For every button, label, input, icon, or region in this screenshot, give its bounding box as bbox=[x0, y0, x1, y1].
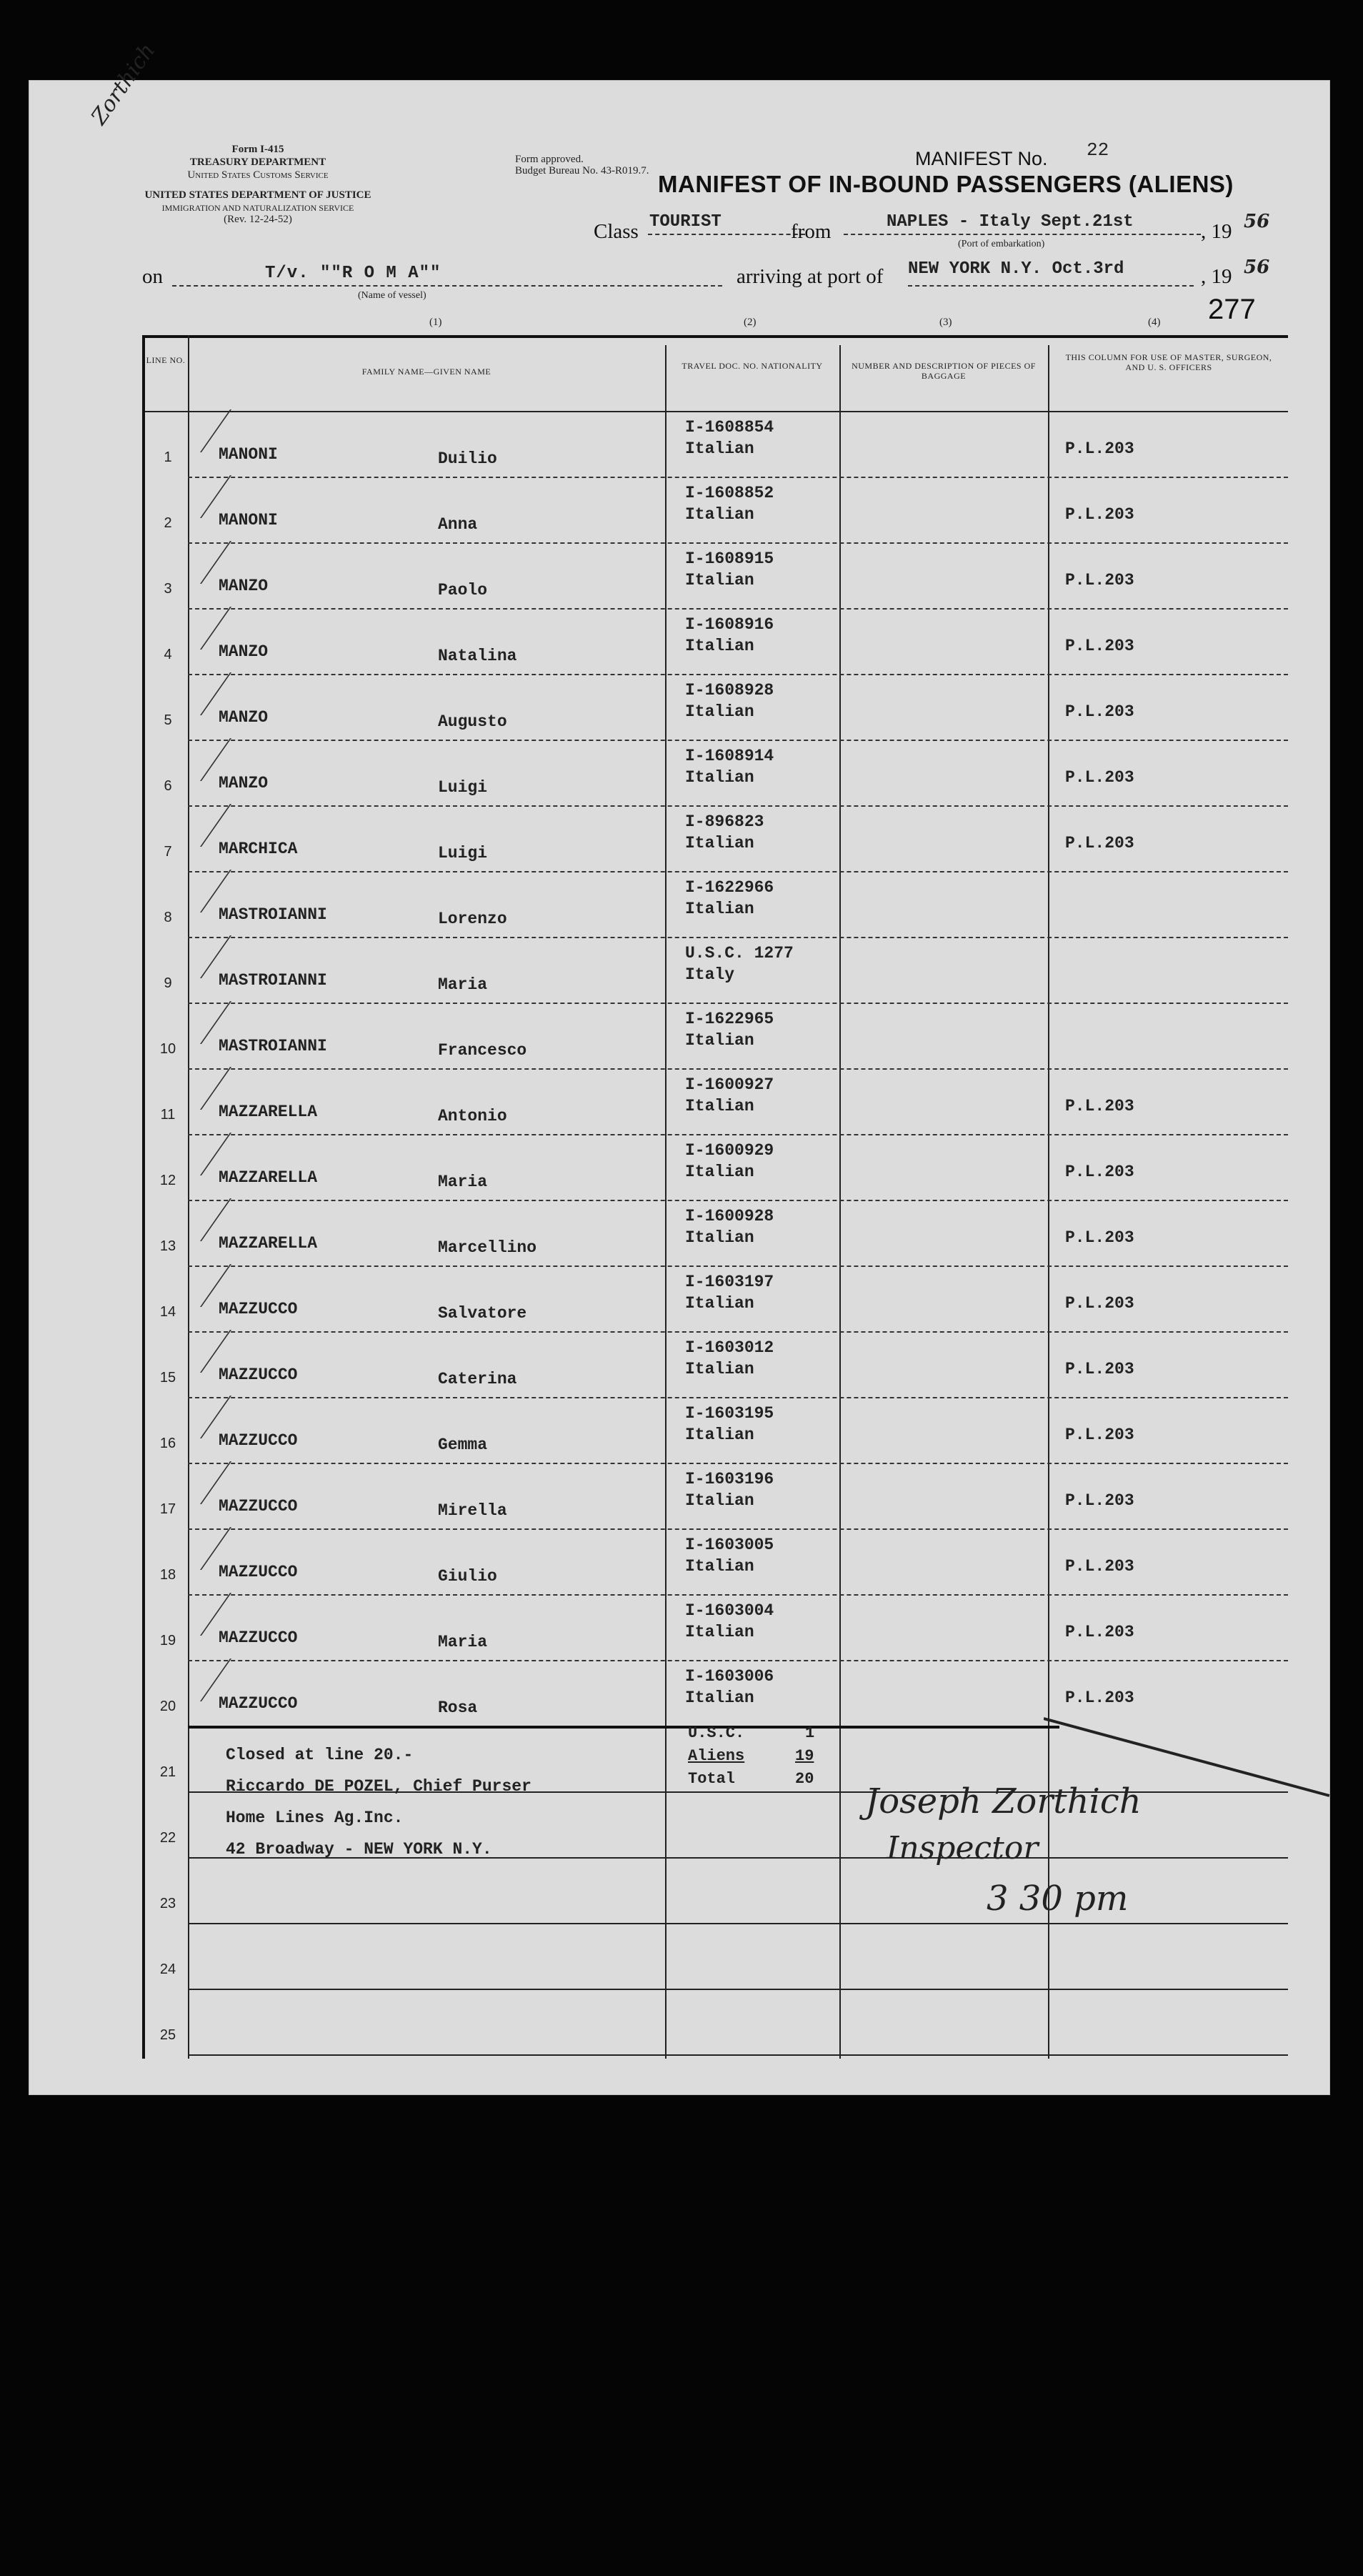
given-name: Luigi bbox=[438, 844, 488, 862]
line-number: 15 bbox=[159, 1370, 176, 1386]
row-divider bbox=[188, 1265, 1288, 1267]
justice-dept: UNITED STATES DEPARTMENT OF JUSTICE bbox=[144, 189, 371, 201]
officer-notation: P.L.203 bbox=[1065, 505, 1134, 524]
officer-notation: P.L.203 bbox=[1065, 834, 1134, 852]
arrival-port-date: NEW YORK N.Y. Oct.3rd bbox=[908, 259, 1124, 279]
corner-handwritten-note: Zorthich bbox=[86, 39, 161, 130]
line-number: 9 bbox=[164, 975, 172, 991]
col-num-3: (3) bbox=[939, 317, 952, 328]
family-name: MASTROIANNI bbox=[219, 971, 327, 990]
nationality: Italian bbox=[685, 1228, 754, 1247]
page-title: MANIFEST OF IN-BOUND PASSENGERS (ALIENS) bbox=[658, 171, 1234, 197]
row-divider bbox=[188, 1660, 1288, 1661]
officer-notation: P.L.203 bbox=[1065, 1426, 1134, 1444]
nationality: Italian bbox=[685, 637, 754, 655]
nationality: Italian bbox=[685, 1360, 754, 1378]
travel-doc-no: I-1622965 bbox=[685, 1010, 774, 1028]
family-name: MANONI bbox=[219, 511, 278, 529]
travel-doc-no: I-1608854 bbox=[685, 418, 774, 437]
nationality: Italian bbox=[685, 505, 754, 524]
family-name: MAZZUCCO bbox=[219, 1628, 298, 1647]
officer-notation: P.L.203 bbox=[1065, 439, 1134, 458]
row-divider bbox=[188, 937, 1288, 938]
family-name: MASTROIANNI bbox=[219, 1037, 327, 1055]
totals-usc: 1 bbox=[805, 1724, 815, 1742]
given-name: Paolo bbox=[438, 581, 488, 600]
nationality: Italian bbox=[685, 1097, 754, 1115]
year-2: 56 bbox=[1244, 257, 1270, 278]
line-number: 12 bbox=[159, 1173, 176, 1188]
row-divider bbox=[188, 542, 1288, 544]
row-divider bbox=[188, 1200, 1288, 1201]
row-divider bbox=[188, 1003, 1288, 1004]
given-name: Lorenzo bbox=[438, 910, 507, 928]
nationality: Italian bbox=[685, 1689, 754, 1707]
nationality: Italian bbox=[685, 1294, 754, 1313]
officer-notation: P.L.203 bbox=[1065, 1491, 1134, 1510]
given-name: Caterina bbox=[438, 1370, 517, 1388]
line-number: 17 bbox=[159, 1501, 176, 1517]
line-number: 21 bbox=[159, 1764, 176, 1780]
customs-service: United States Customs Service bbox=[187, 169, 329, 181]
manifest-number: 22 bbox=[1087, 139, 1109, 161]
col-header-travel-doc: TRAVEL DOC. NO. NATIONALITY bbox=[682, 361, 823, 371]
line-number: 11 bbox=[160, 1107, 176, 1123]
officer-notation: P.L.203 bbox=[1065, 1557, 1134, 1576]
port-embarkation-caption: (Port of embarkation) bbox=[958, 239, 1045, 249]
row-divider bbox=[188, 1331, 1288, 1333]
family-name: MAZZUCCO bbox=[219, 1563, 298, 1581]
row-divider bbox=[188, 1463, 1288, 1464]
travel-doc-no: I-1603005 bbox=[685, 1536, 774, 1554]
col-header-line-no: LINE NO. bbox=[146, 355, 186, 365]
line-number: 19 bbox=[159, 1633, 176, 1648]
nationality: Italy bbox=[685, 965, 735, 984]
family-name: MAZZUCCO bbox=[219, 1694, 298, 1713]
family-name: MANZO bbox=[219, 774, 269, 792]
nationality: Italian bbox=[685, 1557, 754, 1576]
line-number: 14 bbox=[159, 1304, 176, 1320]
on-label: on bbox=[142, 265, 163, 288]
officer-notation: P.L.203 bbox=[1065, 1623, 1134, 1641]
line-number: 25 bbox=[159, 2027, 176, 2043]
revision: (Rev. 12-24-52) bbox=[224, 214, 292, 225]
line-number: 1 bbox=[164, 449, 172, 465]
nationality: Italian bbox=[685, 900, 754, 918]
nationality: Italian bbox=[685, 834, 754, 852]
col-num-4: (4) bbox=[1148, 317, 1161, 328]
row-divider bbox=[188, 1134, 1288, 1135]
given-name: Luigi bbox=[438, 778, 488, 797]
line-number: 3 bbox=[164, 581, 172, 597]
row-divider bbox=[188, 477, 1288, 478]
form-approved: Form approved. bbox=[515, 154, 584, 165]
family-name: MAZZARELLA bbox=[219, 1103, 318, 1121]
year-prefix-2: , 19 bbox=[1201, 265, 1232, 288]
form-number: Form I-415 bbox=[231, 144, 284, 155]
travel-doc-no: I-1603197 bbox=[685, 1273, 774, 1291]
line-number: 18 bbox=[159, 1567, 176, 1583]
col-num-2: (2) bbox=[744, 317, 757, 328]
nationality: Italian bbox=[685, 571, 754, 590]
nationality: Italian bbox=[685, 1491, 754, 1510]
totals-aliens-label: Aliens bbox=[688, 1747, 745, 1765]
officer-notation: P.L.203 bbox=[1065, 1689, 1134, 1707]
nationality: Italian bbox=[685, 439, 754, 458]
family-name: MAZZUCCO bbox=[219, 1366, 298, 1384]
travel-doc-no: I-896823 bbox=[685, 812, 764, 831]
nationality: Italian bbox=[685, 1426, 754, 1444]
travel-doc-no: U.S.C. 1277 bbox=[685, 944, 794, 963]
row-divider bbox=[188, 1397, 1288, 1398]
given-name: Antonio bbox=[438, 1107, 507, 1125]
travel-doc-no: I-1622966 bbox=[685, 878, 774, 897]
line-number: 8 bbox=[164, 910, 172, 925]
row-divider bbox=[188, 2054, 1288, 2056]
row-divider bbox=[188, 871, 1288, 872]
chief-purser: Riccardo DE POZEL, Chief Purser bbox=[226, 1777, 531, 1796]
page-stamp-number: 277 bbox=[1208, 294, 1256, 325]
travel-doc-no: I-1600927 bbox=[685, 1075, 774, 1094]
line-number: 23 bbox=[159, 1896, 176, 1911]
given-name: Salvatore bbox=[438, 1304, 527, 1323]
nationality: Italian bbox=[685, 1623, 754, 1641]
travel-doc-no: I-1608915 bbox=[685, 549, 774, 568]
family-name: MAZZUCCO bbox=[219, 1431, 298, 1450]
line-number: 20 bbox=[159, 1699, 176, 1714]
given-name: Francesco bbox=[438, 1041, 527, 1060]
col-header-baggage: NUMBER AND DESCRIPTION OF PIECES OF BAGGAGE bbox=[852, 361, 1036, 381]
given-name: Anna bbox=[438, 515, 478, 534]
totals-usc-label: U.S.C. bbox=[688, 1724, 745, 1742]
row-divider bbox=[188, 674, 1288, 675]
line-number: 13 bbox=[159, 1238, 176, 1254]
line-number: 24 bbox=[159, 1961, 176, 1977]
line-number: 6 bbox=[164, 778, 172, 794]
line-number: 22 bbox=[159, 1830, 176, 1846]
family-name: MAZZUCCO bbox=[219, 1300, 298, 1318]
given-name: Marcellino bbox=[438, 1238, 537, 1257]
family-name: MARCHICA bbox=[219, 840, 298, 858]
travel-doc-no: I-1603195 bbox=[685, 1404, 774, 1423]
family-name: MANONI bbox=[219, 445, 278, 464]
inspector-signature: Joseph Zorthich bbox=[865, 1781, 1142, 1821]
line-number: 7 bbox=[164, 844, 172, 860]
closing-strike-line bbox=[1044, 1717, 1344, 1803]
travel-doc-no: I-1608852 bbox=[685, 484, 774, 502]
family-name: MANZO bbox=[219, 577, 269, 595]
vessel-caption: (Name of vessel) bbox=[358, 290, 426, 301]
agency: Home Lines Ag.Inc. bbox=[226, 1809, 404, 1827]
row-divider bbox=[188, 1726, 1059, 1729]
from-label: from bbox=[791, 220, 832, 243]
given-name: Maria bbox=[438, 1633, 488, 1651]
travel-doc-no: I-1603004 bbox=[685, 1601, 774, 1620]
nationality: Italian bbox=[685, 1031, 754, 1050]
travel-doc-no: I-1603196 bbox=[685, 1470, 774, 1488]
row-divider bbox=[188, 1989, 1288, 1990]
agency-address: 42 Broadway - NEW YORK N.Y. bbox=[226, 1840, 492, 1859]
family-name: MAZZARELLA bbox=[219, 1168, 318, 1187]
closed-at-line: Closed at line 20.- bbox=[226, 1746, 414, 1764]
travel-doc-no: I-1603012 bbox=[685, 1338, 774, 1357]
line-number: 10 bbox=[159, 1041, 176, 1057]
line-number: 4 bbox=[164, 647, 172, 662]
officer-notation: P.L.203 bbox=[1065, 1163, 1134, 1181]
given-name: Gemma bbox=[438, 1436, 488, 1454]
travel-doc-no: I-1608916 bbox=[685, 615, 774, 634]
travel-doc-no: I-1608928 bbox=[685, 681, 774, 700]
row-divider bbox=[188, 805, 1288, 807]
class-value: TOURIST bbox=[649, 212, 722, 232]
family-name: MANZO bbox=[219, 642, 269, 661]
family-name: MAZZARELLA bbox=[219, 1234, 318, 1253]
officer-notation: P.L.203 bbox=[1065, 702, 1134, 721]
from-value: NAPLES - Italy Sept.21st bbox=[887, 212, 1134, 232]
travel-doc-no: I-1603006 bbox=[685, 1667, 774, 1686]
given-name: Natalina bbox=[438, 647, 517, 665]
year-prefix-1: , 19 bbox=[1201, 220, 1232, 243]
officer-notation: P.L.203 bbox=[1065, 1360, 1134, 1378]
family-name: MAZZUCCO bbox=[219, 1497, 298, 1516]
totals-total: 20 bbox=[795, 1770, 814, 1788]
officer-notation: P.L.203 bbox=[1065, 1097, 1134, 1115]
nationality: Italian bbox=[685, 1163, 754, 1181]
line-number: 16 bbox=[159, 1436, 176, 1451]
given-name: Augusto bbox=[438, 712, 507, 731]
arriving-label: arriving at port of bbox=[737, 265, 884, 288]
col-header-name: FAMILY NAME—GIVEN NAME bbox=[361, 367, 491, 377]
manifest-page bbox=[29, 39, 1330, 2095]
officer-notation: P.L.203 bbox=[1065, 637, 1134, 655]
officer-notation: P.L.203 bbox=[1065, 571, 1134, 590]
line-number: 2 bbox=[164, 515, 172, 531]
ins-line: IMMIGRATION AND NATURALIZATION SERVICE bbox=[161, 203, 354, 213]
family-name: MANZO bbox=[219, 708, 269, 727]
given-name: Maria bbox=[438, 975, 488, 994]
totals-total-label: Total bbox=[688, 1770, 736, 1788]
row-divider bbox=[188, 1923, 1288, 1924]
given-name: Giulio bbox=[438, 1567, 497, 1586]
col-num-1: (1) bbox=[429, 317, 442, 328]
family-name: MASTROIANNI bbox=[219, 905, 327, 924]
class-label: Class bbox=[594, 220, 639, 243]
line-number: 5 bbox=[164, 712, 172, 728]
nationality: Italian bbox=[685, 768, 754, 787]
inspection-time: 3 30 pm bbox=[987, 1879, 1129, 1919]
given-name: Maria bbox=[438, 1173, 488, 1191]
inspector-title: Inspector bbox=[887, 1830, 1039, 1866]
nationality: Italian bbox=[685, 702, 754, 721]
officer-notation: P.L.203 bbox=[1065, 768, 1134, 787]
travel-doc-no: I-1600929 bbox=[685, 1141, 774, 1160]
travel-doc-no: I-1600928 bbox=[685, 1207, 774, 1225]
row-divider bbox=[188, 608, 1288, 610]
officer-notation: P.L.203 bbox=[1065, 1294, 1134, 1313]
totals-aliens: 19 bbox=[795, 1747, 814, 1765]
row-divider bbox=[188, 1068, 1288, 1070]
vessel-name: T/v. ""R O M A"" bbox=[265, 264, 441, 283]
given-name: Duilio bbox=[438, 449, 497, 468]
given-name: Mirella bbox=[438, 1501, 507, 1520]
travel-doc-no: I-1608914 bbox=[685, 747, 774, 765]
col-header-officers: THIS COLUMN FOR USE OF MASTER, SURGEON, AND U. S. OFFICERS bbox=[1065, 352, 1272, 372]
manifest-label: MANIFEST No. bbox=[915, 148, 1048, 169]
budget-bureau: Budget Bureau No. 43-R019.7. bbox=[515, 165, 649, 176]
year-1: 56 bbox=[1244, 211, 1270, 232]
given-name: Rosa bbox=[438, 1699, 478, 1717]
row-divider bbox=[188, 740, 1288, 741]
officer-notation: P.L.203 bbox=[1065, 1228, 1134, 1247]
row-divider bbox=[188, 1594, 1288, 1596]
treasury-dept: TREASURY DEPARTMENT bbox=[189, 156, 326, 168]
row-divider bbox=[188, 1528, 1288, 1530]
